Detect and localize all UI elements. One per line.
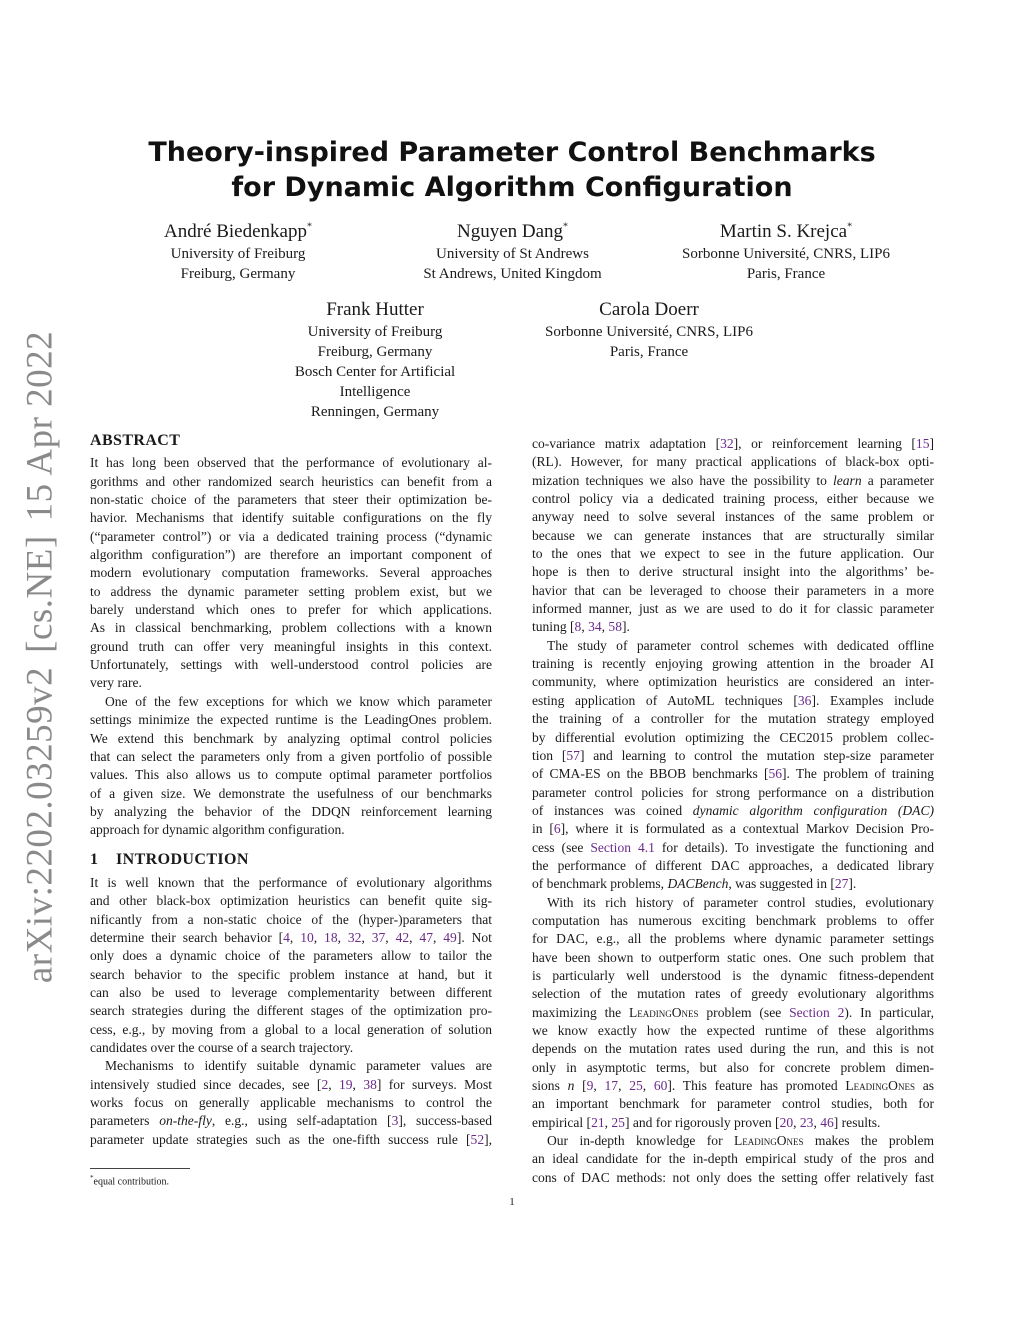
text-line: to address the dynamic parameter setting problem exist, but we — [90, 583, 492, 599]
text-line: hope is then to derive structural insight into the algorithms’ be- — [532, 564, 934, 580]
text-line: One of the few exceptions for which we know which parameter — [105, 693, 492, 709]
citation-link[interactable]: 20 — [779, 1114, 794, 1130]
text-line: of CMA-ES on the BBOB benchmarks [56]. The problem of training — [532, 766, 934, 782]
text-line: by analyzing the behavior of the DDQN reinforcement learning — [90, 803, 492, 819]
text-line: the performance of different DAC approaches, a dedicated library — [532, 857, 934, 873]
author-affiliation: Intelligence — [339, 384, 411, 400]
text-line: intensively studied since decades, see [2, 19, 38] for surveys. Most — [90, 1076, 492, 1092]
text-line: algorithm configuration”) are therefore an important component of — [90, 547, 492, 563]
body-paragraph — [532, 637, 934, 894]
author-name: Nguyen Dang — [456, 221, 564, 242]
text-line: of a given size. We demonstrate the usefulness of our benchmarks — [90, 785, 492, 801]
footnote-divider — [90, 1168, 190, 1169]
text-line: works focus on generally applicable mechanisms to control the — [90, 1095, 492, 1111]
text-line: computation has numerous exciting benchmark problems to offer — [532, 912, 934, 928]
citation-link[interactable]: 19 — [339, 1076, 353, 1092]
author-name: Martin S. Krejca — [719, 221, 848, 242]
text-line: only does a dynamic choice of the parameters allow to tailor the — [90, 948, 492, 964]
text-line: esting application of AutoML techniques [36]. Examples include — [532, 692, 935, 708]
text-line: control policy via a dedicated training process, either because we — [532, 491, 934, 507]
author-block — [265, 297, 485, 422]
citation-link[interactable]: 56 — [768, 766, 783, 782]
footnote-mark: * — [90, 1174, 94, 1182]
citation-link[interactable]: 49 — [443, 929, 457, 945]
text-line: nificantly from a non-static choice of the (hyper-)parameters that — [90, 911, 492, 927]
citation-link[interactable]: 4 — [283, 929, 290, 945]
citation-link[interactable]: 21 — [591, 1114, 605, 1130]
footnote — [90, 1174, 169, 1187]
page-number: 1 — [509, 1196, 515, 1208]
citation-link[interactable]: 15 — [915, 436, 930, 451]
text-line: search behavior to the specific problem instance at hand, but it — [90, 966, 492, 982]
author-mark: * — [306, 221, 312, 233]
text-line: Mechanisms to identify suitable dynamic parameter values are — [105, 1058, 492, 1074]
text-line: As in classical benchmarking, problem collections with a known — [90, 620, 492, 636]
text-line: of benchmark problems, DACBench, was suggested in [27]. — [532, 876, 857, 892]
text-line: of instances was coined dynamic algorithm configuration (DAC) — [532, 802, 934, 818]
text-line: It is well known that the performance of evolutionary algorithms — [90, 874, 492, 890]
body-paragraph — [532, 1132, 934, 1187]
section-link[interactable]: Section 2 — [789, 1004, 845, 1020]
author-block — [390, 219, 635, 284]
text-line: Unfortunately, settings with well-understood control policies are — [90, 657, 492, 673]
text-line: for DAC, e.g., all the problems where dynamic parameter settings — [532, 931, 934, 947]
text-line: maximizing the LeadingOnes problem (see Section 2). In particular, — [532, 1004, 934, 1020]
text-line: an ideal candidate for the in-depth empirical study of the pros and — [532, 1151, 934, 1167]
citation-link[interactable]: 27 — [834, 876, 849, 892]
text-line: non-static choice of the parameters that steer their optimization be- — [90, 492, 492, 508]
text-line: that can select the parameters only from a given portfolio of possible — [90, 748, 492, 764]
section-number: 1 — [90, 850, 99, 868]
text-line: barely understand which ones to prefer for which applications. — [90, 602, 492, 618]
section-link[interactable]: Section 4.1 — [590, 839, 655, 855]
citation-link[interactable]: 47 — [419, 929, 433, 945]
text-line: havior. Mechanisms that identify suitable configurations on the fly — [90, 510, 492, 526]
author-block — [666, 219, 906, 284]
title-line-1: Theory-inspired Parameter Control Benchmarks — [148, 137, 876, 168]
arxiv-date: 15 Apr 2022 — [19, 330, 61, 522]
author-affiliation: Sorbonne Université, CNRS, LIP6 — [682, 246, 890, 262]
body-paragraph — [532, 894, 934, 1132]
text-line: sions n [9, 17, 25, 60]. This feature has promoted LeadingOnes as — [532, 1078, 934, 1094]
citation-link[interactable]: 3 — [391, 1113, 399, 1129]
citation-link[interactable]: 2 — [321, 1076, 329, 1092]
text-line: very rare. — [90, 675, 142, 691]
text-line: tuning [8, 34, 58]. — [532, 619, 630, 635]
citation-link[interactable]: 52 — [470, 1131, 485, 1147]
text-line: can also be used to leverage complementarity between different — [90, 984, 492, 1000]
citation-link[interactable]: 34 — [588, 619, 602, 635]
left-column — [90, 432, 492, 1149]
author-name: André Biedenkapp — [164, 221, 307, 242]
text-line: we know exactly how the expected runtime of these algorithms — [532, 1023, 934, 1038]
author-block — [528, 297, 770, 362]
text-line: The study of parameter control schemes with dedicated offline — [547, 637, 934, 653]
abstract-heading: ABSTRACT — [90, 432, 181, 449]
author-affiliation: University of St Andrews — [436, 246, 589, 262]
text-line: search strategies during the different stages of the optimization pro- — [90, 1003, 492, 1019]
text-line: We extend this benchmark by analyzing optimal control policies — [90, 730, 492, 746]
body-paragraph — [532, 435, 934, 637]
author-affiliation: Bosch Center for Artificial — [294, 364, 456, 380]
text-line: the training of a controller for the mutation strategy employed — [532, 711, 934, 727]
text-line: parameter update strategies such as the one-fifth success rule [52], — [90, 1131, 492, 1147]
text-line: tion [57] and learning to control the mutation step-size parameter — [532, 747, 934, 763]
citation-link[interactable]: 42 — [395, 929, 410, 945]
text-line: parameters on-the-fly, e.g., using self-adaptation [3], success-based — [90, 1113, 492, 1129]
author-location: St Andrews, United Kingdom — [423, 266, 602, 282]
author-affiliation: University of Freiburg — [307, 324, 443, 340]
text-line: informed manner, just as we are used to do it for classic parameter — [532, 601, 934, 617]
text-line: cons of DAC methods: not only does the setting offer relatively fast — [532, 1169, 934, 1185]
text-line: because we can generate instances that are structurally similar — [532, 527, 934, 543]
text-line: (“parameter control”) or via a dedicated training process (“dynamic — [90, 528, 492, 544]
citation-link[interactable]: 32 — [720, 436, 734, 451]
text-line: parameter control policies for strong performance on a distribution — [532, 784, 934, 800]
text-line: It has long been observed that the performance of evolutionary al- — [90, 455, 492, 471]
text-line: approach for dynamic algorithm configuration. — [90, 822, 345, 838]
citation-link[interactable]: 38 — [363, 1076, 377, 1092]
text-line: gorithms and other randomized search heuristics can benefit from a — [90, 473, 492, 489]
citation-link[interactable]: 46 — [820, 1114, 834, 1130]
author-name: Carola Doerr — [599, 299, 699, 320]
text-line: by differential evolution optimizing the CEC2015 problem collec- — [532, 729, 934, 745]
text-line: depends on the mutation rates used during the run, and this is not — [532, 1041, 934, 1057]
text-line: co-variance matrix adaptation [32], or reinforcement learning [15] — [532, 436, 934, 451]
text-line: have been shown to outperform static ones. One such problem that — [532, 949, 934, 965]
text-line: With its rich history of parameter control studies, evolutionary — [547, 894, 934, 910]
citation-link[interactable]: 57 — [566, 747, 580, 763]
text-line: modern evolutionary computation frameworks. Several approaches — [90, 565, 492, 581]
citation-link[interactable]: 25 — [611, 1114, 625, 1130]
text-line: (RL). However, for many practical applications of black-box opti- — [532, 454, 934, 470]
author-name: Frank Hutter — [326, 299, 424, 320]
text-line: empirical [21, 25] and for rigorously proven [20, 23, 46] results. — [532, 1114, 881, 1130]
text-line: cess (see Section 4.1 for details). To investigate the functioning and — [532, 839, 934, 855]
citation-link[interactable]: 25 — [629, 1078, 643, 1094]
author-mark: * — [563, 221, 569, 233]
section-title: INTRODUCTION — [116, 850, 249, 868]
citation-link[interactable]: 6 — [553, 821, 561, 837]
text-line: in [6], where it is formulated as a contextual Markov Decision Pro- — [532, 821, 934, 837]
arxiv-stamp — [19, 317, 62, 983]
arxiv-category: [cs.NE] — [19, 535, 61, 653]
text-line: ground truth can offer very meaningful insights in this context. — [90, 638, 492, 654]
text-line: determine their search behavior [4, 10, 18, 32, 37, 42, 47, 49]. Not — [90, 929, 492, 945]
text-line: candidates over the course of a search trajectory. — [90, 1040, 354, 1055]
citation-link[interactable]: 37 — [371, 929, 386, 945]
author-affiliation: Sorbonne Université, CNRS, LIP6 — [545, 324, 753, 340]
text-line: community, where optimization heuristics are considered an inter- — [532, 674, 934, 690]
text-line: settings minimize the expected runtime is the LeadingOnes problem. — [90, 712, 492, 728]
footnote-text: equal contribution. — [93, 1176, 170, 1188]
text-line: an important benchmark for parameter control studies, both for — [532, 1096, 934, 1112]
citation-link[interactable]: 23 — [799, 1114, 814, 1130]
citation-link[interactable]: 32 — [347, 929, 362, 945]
citation-link[interactable]: 10 — [300, 929, 314, 945]
text-line: havior that can be leveraged to choose their parameters in a more — [532, 582, 934, 598]
citation-link[interactable]: 36 — [797, 692, 812, 708]
author-location: Freiburg, Germany — [317, 344, 433, 360]
intro-paragraph — [90, 1057, 492, 1149]
author-location: Paris, France — [746, 266, 826, 282]
text-line: selection of the mutation rates of greedy evolutionary algorithms — [532, 986, 934, 1002]
citation-link[interactable]: 8 — [574, 619, 582, 635]
text-line: training is recently enjoying growing attention in the broader AI — [532, 656, 934, 672]
arxiv-id: arXiv:2202.03259v2 — [19, 666, 61, 984]
text-line: mization techniques we also have the possibility to learn a parameter — [532, 472, 934, 488]
author-location: Renningen, Germany — [310, 404, 440, 420]
author-location: Freiburg, Germany — [180, 266, 296, 282]
section-heading — [90, 851, 492, 869]
citation-link[interactable]: 60 — [653, 1078, 668, 1094]
abstract-paragraph — [90, 693, 492, 840]
author-location: Paris, France — [609, 344, 689, 360]
text-line: values. This also allows us to compute optimal parameter portfolios — [90, 767, 492, 783]
intro-paragraph — [90, 874, 492, 1057]
text-line: cess, e.g., by moving from a global to a local generation of solution — [90, 1021, 492, 1037]
citation-link[interactable]: 58 — [608, 619, 622, 635]
author-affiliation: University of Freiburg — [170, 246, 306, 262]
citation-link[interactable]: 18 — [324, 929, 338, 945]
text-line: only in asymptotic terms, but also for concrete problem dimen- — [532, 1059, 934, 1075]
citation-link[interactable]: 9 — [586, 1078, 594, 1094]
title-line-2: for Dynamic Algorithm Configuration — [231, 172, 793, 203]
abstract-paragraph — [90, 454, 492, 692]
right-column — [532, 435, 934, 1187]
text-line: Our in-depth knowledge for LeadingOnes makes the problem — [547, 1133, 934, 1149]
paper-title — [90, 135, 934, 205]
text-line: to the ones that we expect to see in the future application. Our — [532, 546, 934, 562]
text-line: is particularly well understood is the dynamic fitness-dependent — [532, 967, 934, 983]
text-line: and other black-box optimization heuristics can benefit quite sig- — [90, 893, 492, 909]
author-block — [128, 219, 348, 284]
citation-link[interactable]: 17 — [604, 1078, 619, 1094]
author-mark: * — [847, 221, 853, 233]
text-line: anyway need to solve several instances of the same problem or — [532, 509, 934, 525]
